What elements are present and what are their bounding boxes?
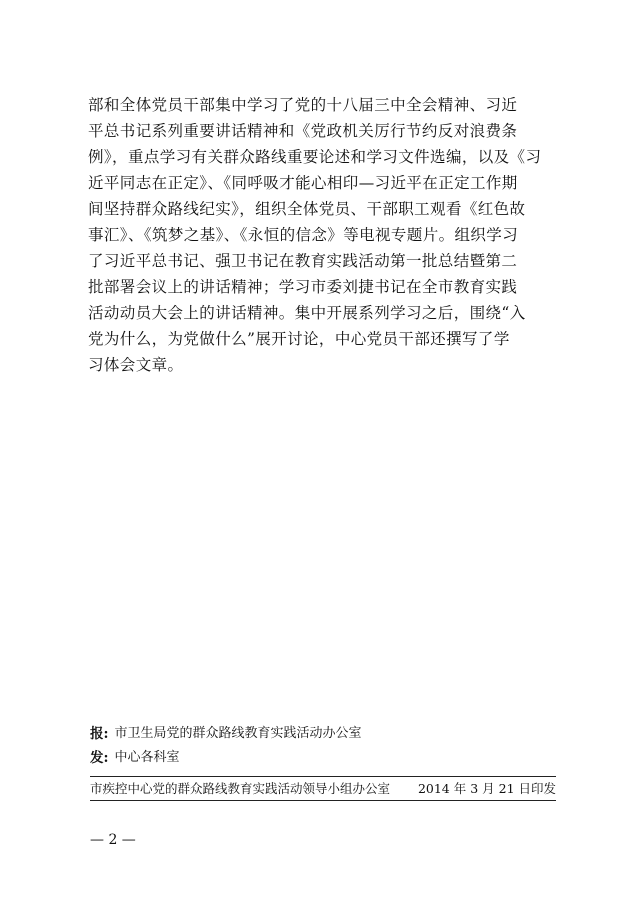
issuer-line	[90, 777, 556, 800]
send-recipient: 中心各科室	[114, 750, 180, 765]
body-line: 活动动员大会上的讲话精神。集中开展系列学习之后，围绕“入	[88, 304, 526, 322]
body-line: 部和全体党员干部集中学习了党的十八届三中全会精神、习近	[88, 96, 518, 114]
body-line: 了习近平总书记、强卫书记在教育实践活动第一批总结暨第二	[88, 252, 518, 270]
body-paragraph	[88, 92, 558, 378]
report-label: 报	[90, 726, 104, 742]
send-to-row	[90, 746, 556, 770]
issue-date: 2014 年 3 月 21 日印发	[417, 781, 556, 796]
report-colon: :	[103, 726, 109, 742]
send-label: 发	[90, 750, 104, 766]
issuer-office: 市疾控中心党的群众路线教育实践活动领导小组办公室	[90, 781, 391, 796]
divider-bottom	[90, 800, 556, 801]
report-recipient: 市卫生局党的群众路线教育实践活动办公室	[114, 726, 362, 741]
body-line: 党为什么，为党做什么”展开讨论，中心党员干部还撰写了学	[88, 330, 510, 348]
body-line: 近平同志在正定》、《同呼吸才能心相印—习近平在正定工作期	[88, 174, 518, 192]
body-line: 事汇》、《筑梦之基》、《永恒的信念》等电视专题片。组织学习	[88, 226, 519, 244]
page-number: — 2 —	[90, 832, 136, 848]
body-line: 习体会文章。	[88, 356, 184, 374]
report-to-row	[90, 722, 556, 746]
distribution-list	[90, 722, 556, 770]
send-colon: :	[103, 750, 109, 766]
body-line: 间坚持群众路线纪实》，组织全体党员、干部职工观看《红色故	[88, 200, 526, 218]
body-line: 批部署会议上的讲话精神；学习市委刘捷书记在全市教育实践	[88, 278, 518, 296]
body-line: 例》，重点学习有关群众路线重要论述和学习文件选编，以及《习	[88, 148, 542, 166]
body-line: 平总书记系列重要讲话精神和《党政机关厉行节约反对浪费条	[88, 122, 518, 140]
